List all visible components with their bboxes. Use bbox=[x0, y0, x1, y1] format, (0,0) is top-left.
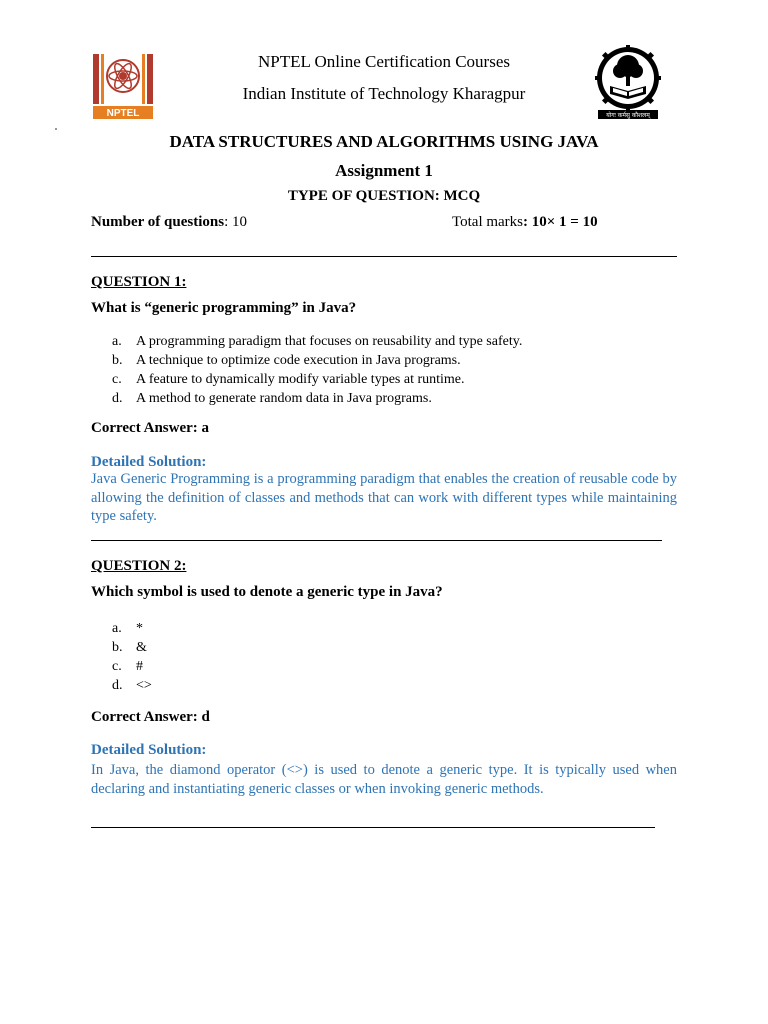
divider bbox=[91, 827, 655, 828]
option-row bbox=[112, 657, 152, 676]
option-letter: c. bbox=[112, 659, 122, 674]
option-row bbox=[112, 332, 522, 351]
header-line-2: Indian Institute of Technology Kharagpur bbox=[242, 84, 526, 103]
option-letter: d. bbox=[112, 391, 123, 406]
course-title: DATA STRUCTURES AND ALGORITHMS USING JAVA bbox=[169, 132, 599, 151]
number-of-questions bbox=[91, 214, 247, 231]
question-type: TYPE OF QUESTION: MCQ bbox=[287, 188, 481, 204]
option-row bbox=[112, 638, 152, 657]
question-1-options bbox=[112, 332, 522, 408]
option-letter: b. bbox=[112, 640, 123, 655]
question-1-text: What is “generic programming” in Java? bbox=[91, 300, 357, 316]
option-letter: a. bbox=[112, 621, 122, 636]
divider bbox=[91, 540, 662, 541]
option-letter: c. bbox=[112, 372, 122, 387]
question-2-options bbox=[112, 619, 152, 695]
divider bbox=[91, 256, 677, 257]
total-marks bbox=[452, 214, 598, 231]
option-text: * bbox=[136, 621, 143, 636]
question-1-solution-heading: Detailed Solution: bbox=[91, 454, 207, 470]
nptel-logo-text: NPTEL bbox=[106, 108, 140, 119]
option-text: & bbox=[136, 640, 147, 655]
option-text: A programming paradigm that focuses on reusability and type safety. bbox=[136, 334, 523, 349]
question-1-solution-text: Java Generic Programming is a programming paradigm that enables the creation of reusable code by allowing the definition of classes and methods that can work with different types while maintaining type safety. bbox=[91, 471, 677, 524]
stray-mark bbox=[55, 128, 57, 130]
question-2-correct-answer: Correct Answer: d bbox=[91, 709, 210, 725]
header-line-1: NPTEL Online Certification Courses bbox=[258, 52, 510, 71]
option-letter: a. bbox=[112, 334, 122, 349]
option-letter: b. bbox=[112, 353, 123, 368]
option-text: # bbox=[136, 659, 143, 674]
option-row bbox=[112, 370, 522, 389]
question-2-solution-heading: Detailed Solution: bbox=[91, 742, 207, 758]
option-row bbox=[112, 619, 152, 638]
question-2-heading: QUESTION 2: bbox=[91, 558, 187, 574]
option-letter: d. bbox=[112, 678, 123, 693]
option-row bbox=[112, 676, 152, 695]
option-text: A feature to dynamically modify variable types at runtime. bbox=[136, 372, 465, 387]
option-text: A technique to optimize code execution in Java programs. bbox=[136, 353, 461, 368]
question-1-correct-answer: Correct Answer: a bbox=[91, 420, 210, 436]
question-2-solution-text: In Java, the diamond operator (<>) is used to denote a generic type. It is typically used when declaring and instantiating generic classes or when invoking generic methods. bbox=[91, 762, 677, 797]
total-marks-label: Total marks bbox=[452, 214, 524, 230]
question-2-text: Which symbol is used to denote a generic type in Java? bbox=[91, 584, 443, 600]
number-of-questions-value: : 10 bbox=[224, 214, 247, 230]
total-marks-value: : 10× 1 = 10 bbox=[523, 214, 598, 230]
assignment-title: Assignment 1 bbox=[335, 161, 433, 180]
option-row bbox=[112, 389, 522, 408]
number-of-questions-label: Number of questions bbox=[91, 214, 225, 230]
option-text: <> bbox=[136, 678, 152, 693]
iit-logo-motto: योगः कर्मसु कौशलम् bbox=[606, 112, 650, 119]
question-1-heading: QUESTION 1: bbox=[91, 274, 187, 290]
option-row bbox=[112, 351, 522, 370]
option-text: A method to generate random data in Java programs. bbox=[136, 391, 432, 406]
